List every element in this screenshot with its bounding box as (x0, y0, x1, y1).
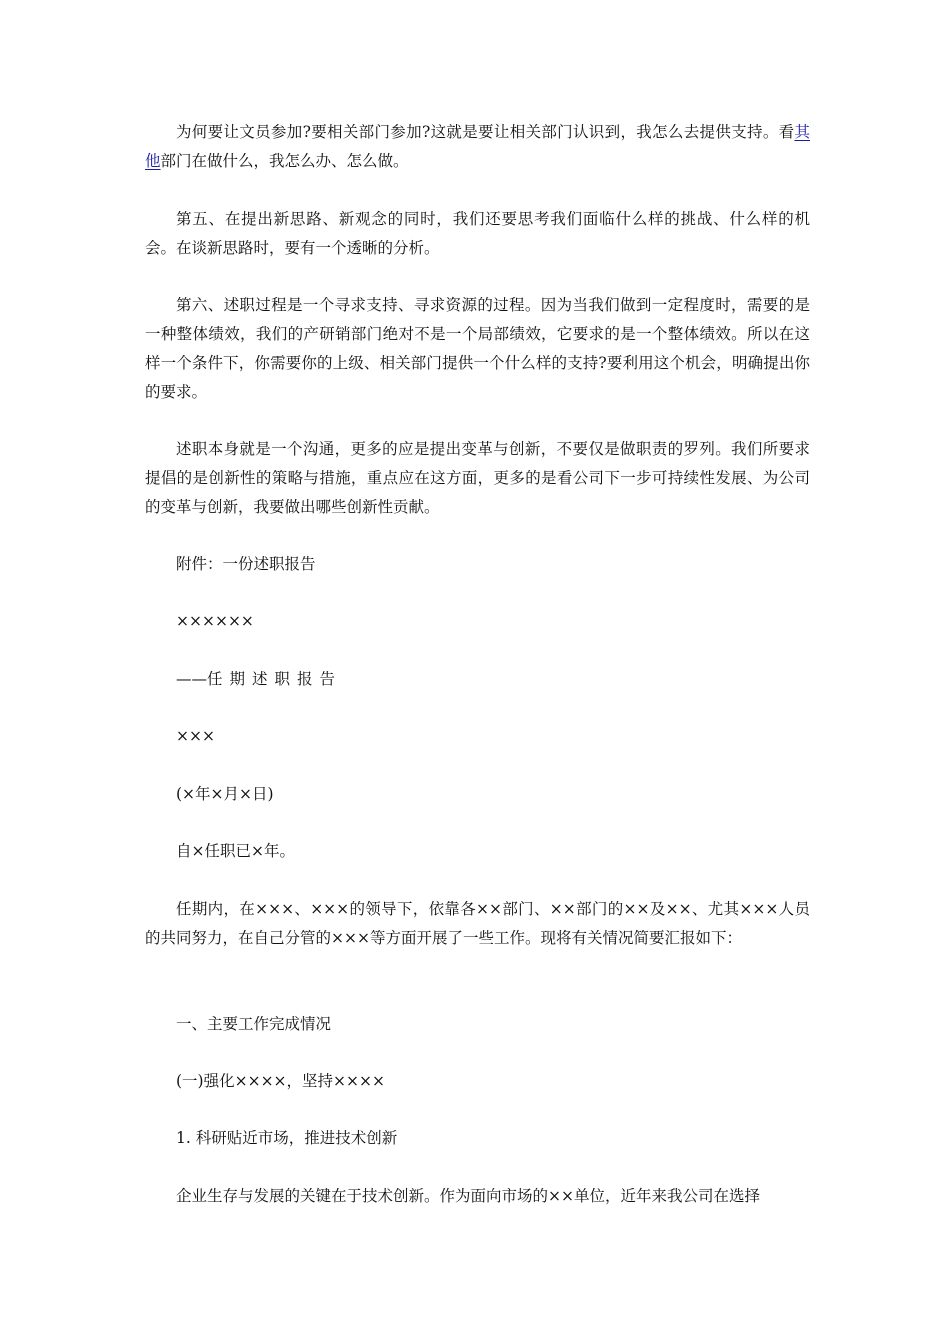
other-link[interactable]: 其他 (145, 123, 810, 170)
report-subtitle (176, 665, 342, 694)
subtitle-dash: —— (176, 670, 207, 688)
paragraph-fifth: 第五、在提出新思路、新观念的同时，我们还要思考我们面临什么样的挑战、什么样的机会。在谈新思路时，要有一个透晰的分析。 (145, 210, 810, 257)
paragraph-1-text-after: 部门在做什么，我怎么办、怎么做。 (160, 152, 409, 170)
paragraph-sixth: 第六、述职过程是一个寻求支持、寻求资源的过程。因为当我们做到一定程度时，需要的是一种整体绩效，我们的产研销部门绝对不是一个局部绩效，它要求的是一个整体绩效。所以在这样一个条件下，你需要你的上级、相关部门提供一个什么样的支持?要利用这个机会，明确提出你的要求。 (145, 296, 810, 401)
paragraph-tenure: 任期内，在×××、×××的领导下，依靠各××部门、××部门的××及××、尤其×××人员的共同努力，在自己分管的×××等方面开展了一些工作。现将有关情况简要汇报如下： (145, 900, 810, 947)
report-date: (×年×月×日) (176, 785, 274, 803)
tenure-line: 自×任职已×年。 (176, 842, 295, 860)
attachment-label: 附件：一份述职报告 (176, 555, 316, 573)
paragraph-tech-innovation: 企业生存与发展的关键在于技术创新。作为面向市场的××单位，近年来我公司在选择 (176, 1187, 760, 1205)
subsection-heading-1: (一)强化××××，坚持×××× (176, 1072, 385, 1090)
section-heading-1: 一、主要工作完成情况 (176, 1015, 332, 1033)
paragraph-1-text-before: 为何要让文员参加?要相关部门参加?这就是要让相关部门认识到，我怎么去提供支持。看 (176, 123, 795, 141)
subtitle-text: 任期述职报告 (207, 670, 343, 688)
paragraph-1 (145, 118, 810, 176)
paragraph-summary: 述职本身就是一个沟通，更多的应是提出变革与创新，不要仅是做职责的罗列。我们所要求提倡的是创新性的策略与措施，重点应在这方面，更多的是看公司下一步可持续性发展、为公司的变革与创新，我要做出哪些创新性贡献。 (145, 440, 810, 516)
author-placeholder: ××× (176, 727, 215, 745)
item-heading-1: 1. 科研贴近市场，推进技术创新 (176, 1129, 398, 1147)
title-placeholder: ×××××× (176, 612, 254, 630)
